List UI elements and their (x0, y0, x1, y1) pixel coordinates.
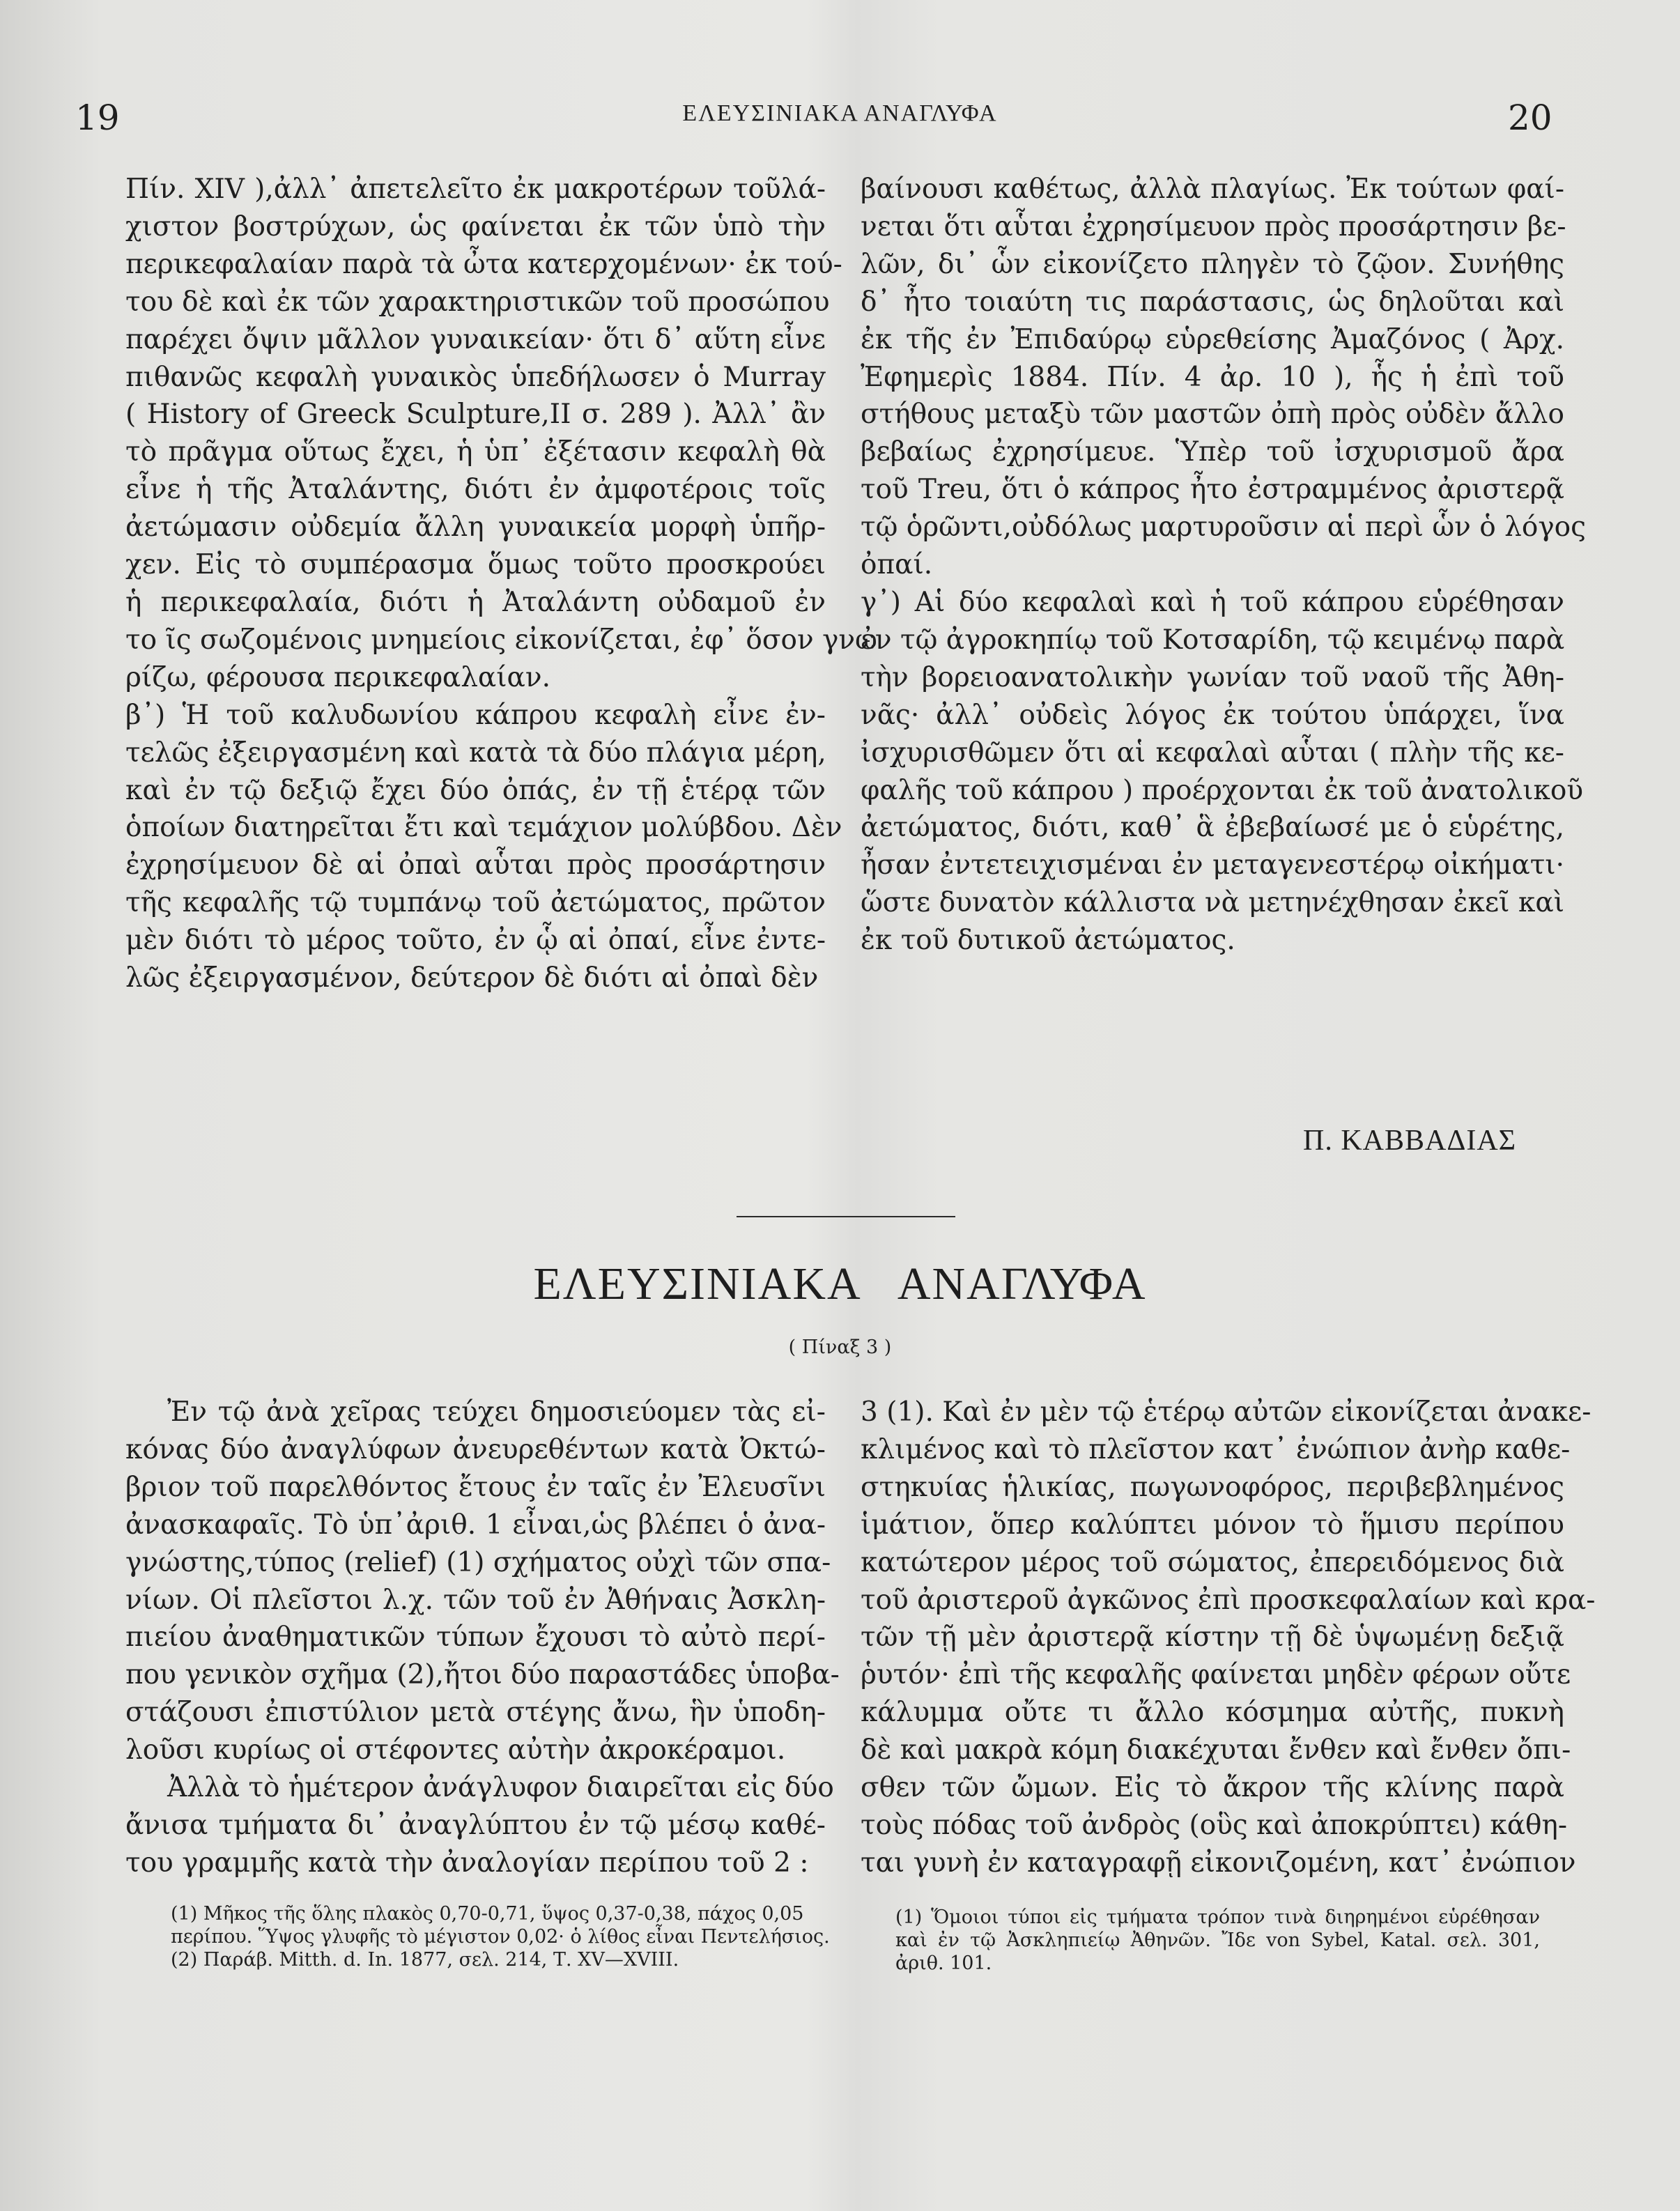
text-line: καὶ ἐν τῷ δεξιῷ ἔχει δύο ὀπάς, ἐν τῇ ἑτέρᾳ τῶν (125, 774, 826, 806)
section-divider (737, 1216, 955, 1217)
text-line: Ἐφημερὶς 1884. Πίν. 4 ἀρ. 10 ), ἧς ἡ ἐπὶ τοῦ (861, 361, 1564, 393)
text-line: τῆς κεφαλῆς τῷ τυμπάνῳ τοῦ ἀετώματος, πρῶτον (125, 887, 826, 919)
text-line: ἀνασκαφαῖς. Τὸ ὑπ᾿ἀριθ. 1 εἶναι,ὡς βλέπει ὁ ἀνα- (125, 1509, 826, 1541)
text-line: ἐκ τοῦ δυτικοῦ ἀετώματος. (861, 925, 1235, 957)
text-line: κόνας δύο ἀναγλύφων ἀνευρεθέντων κατὰ Ὀκτώ- (125, 1433, 826, 1465)
text-line: ἰσχυρισθῶμεν ὅτι αἱ κεφαλαὶ αὗται ( πλὴν τῆς κε- (861, 737, 1564, 769)
text-line: βριον τοῦ παρελθόντος ἔτους ἐν ταῖς ἐν Ἐλευσῖνι (125, 1471, 826, 1503)
text-line: νίων. Οἱ πλεῖστοι λ.χ. τῶν τοῦ ἐν Ἀθήναις Ἀσκλη- (125, 1584, 826, 1616)
article-title: ΕΛΕΥΣΙΝΙΑΚΑ ΑΝΑΓΛΥΦΑ (533, 1258, 1147, 1309)
text-line: λῶς ἐξειργασμένον, δεύτερον δὲ διότι αἱ ὀπαὶ δὲν (125, 962, 819, 994)
text-line: λοῦσι κυρίως οἱ στέφοντες αὐτὴν ἀκροκέραμοι. (125, 1734, 786, 1766)
text-line: ἀετώματος, διότι, καθ᾿ ἃ ἐβεβαίωσέ με ὁ εὑρέτης, (861, 812, 1564, 844)
right-column-top (861, 171, 1586, 960)
text-line: μὲν διότι τὸ μέρος τοῦτο, ἐν ᾧ αἱ ὀπαί, εἶνε ἐντε- (125, 925, 826, 957)
text-line: περίπου. Ὕψος γλυφῆς τὸ μέγιστον 0,02· ὁ λίθος εἶναι Πεντελήσιος. (171, 1926, 830, 1948)
text-line: τοῦ Treu, ὅτι ὁ κάπρος ἦτο ἐστραμμένος ἀριστερᾷ (861, 474, 1564, 506)
text-line: κατώτερον μέρος τοῦ σώματος, ἐπερειδόμενος διὰ (861, 1546, 1564, 1578)
text-line: δ᾿ ἦτο τοιαύτη τις παράστασις, ὡς δηλοῦται καὶ (861, 286, 1564, 318)
text-line: ἐν τῷ ἀγροκηπίῳ τοῦ Κοτσαρίδη, τῷ κειμένῳ παρὰ (861, 624, 1565, 656)
text-line: γ᾿) Αἱ δύο κεφαλαὶ καὶ ἡ τοῦ κάπρου εὑρέθησαν (861, 586, 1564, 618)
text-line: ἦσαν ἐντετειχισμέναι ἐν μεταγενεστέρῳ οἰκήματι· (861, 849, 1564, 881)
text-line: βεβαίως ἐχρησίμευε. Ὑπὲρ τοῦ ἰσχυρισμοῦ ἄρα (861, 436, 1564, 468)
text-line: εἶνε ἡ τῆς Ἀταλάντης, διότι ἐν ἀμφοτέροις τοῖς (125, 474, 826, 506)
text-line: ῥυτόν· ἐπὶ τῆς κεφαλῆς φαίνεται μηδὲν φέρων οὔτε (861, 1659, 1571, 1691)
text-line: πιείου ἀναθηματικῶν τύπων ἔχουσι τὸ αὐτὸ περί- (125, 1621, 826, 1654)
text-line: ἀριθ. 101. (895, 1952, 992, 1974)
text-line: περικεφαλαίαν παρὰ τὰ ὦτα κατερχομένων· ἐκ τού- (125, 248, 842, 280)
text-line: (1) Μῆκος τῆς ὅλης πλακὸς 0,70-0,71, ὕψος 0,37-0,38, πάχος 0,05 (171, 1903, 804, 1925)
text-line: ἱμάτιον, ὅπερ καλύπτει μόνον τὸ ἥμισυ περίπου (861, 1509, 1564, 1541)
text-line: ἡ περικεφαλαία, διότι ἡ Ἀταλάντη οὐδαμοῦ ἐν (125, 586, 826, 618)
text-line: ται γυνὴ ἐν καταγραφῇ εἰκονιζομένη, κατ᾿ ἐνώπιον (861, 1847, 1576, 1879)
text-line: λῶν, δι᾿ ὧν εἰκονίζετο πληγὲν τὸ ζῷον. Συνήθης (861, 248, 1564, 280)
text-line: ἄνισα τμήματα δι᾿ ἀναγλύπτου ἐν τῷ μέσῳ καθέ- (125, 1809, 826, 1841)
text-line: στήθους μεταξὺ τῶν μαστῶν ὀπὴ πρὸς οὐδὲν ἄλλο (861, 399, 1564, 431)
text-line: του δὲ καὶ ἐκ τῶν χαρακτηριστικῶν τοῦ προσώπου (125, 286, 830, 318)
page-number-left: 19 (75, 98, 120, 138)
left-column-bottom (125, 1394, 840, 1882)
text-line: στάζουσι ἐπιστύλιον μετὰ στέγης ἄνω, ἣν ὑποδη- (125, 1697, 826, 1729)
right-column-bottom (861, 1394, 1596, 1882)
text-line: κλιμένος καὶ τὸ πλεῖστον κατ᾿ ἐνώπιον ἀνὴρ καθε- (861, 1433, 1571, 1465)
text-line: ὁποίων διατηρεῖται ἔτι καὶ τεμάχιον μολύβδου. Δὲν (125, 812, 842, 844)
text-line: Πίν. XIV ),ἀλλ᾿ ἀπετελεῖτο ἐκ μακροτέρων τοῦλά- (125, 174, 826, 205)
plate-reference: ( Πίναξ 3 ) (788, 1336, 892, 1358)
text-line: νᾶς· ἀλλ᾿ οὐδεὶς λόγος ἐκ τούτου ὑπάρχει, ἵνα (861, 699, 1564, 731)
text-line: χεν. Εἰς τὸ συμπέρασμα ὅμως τοῦτο προσκρούει (125, 549, 826, 581)
text-line: καὶ ἐν τῷ Ἀσκληπιείῳ Ἀθηνῶν. Ἴδε von Sybel, Katal. σελ. 301, (895, 1929, 1540, 1951)
text-line: ἀετώμασιν οὐδεμία ἄλλη γυναικεία μορφὴ ὑπῆρ- (125, 511, 826, 544)
text-line: ὀπαί. (861, 549, 933, 581)
text-line: χιστον βοστρύχων, ὡς φαίνεται ἐκ τῶν ὑπὸ τὴν (125, 210, 826, 242)
text-line: πιθανῶς κεφαλὴ γυναικὸς ὑπεδήλωσεν ὁ Murray (125, 361, 826, 393)
author-signature: Π. ΚΑΒΒΑΔΙΑΣ (1303, 1125, 1517, 1157)
text-line: τοῦ ἀριστεροῦ ἀγκῶνος ἐπὶ προσκεφαλαίων καὶ κρα- (861, 1584, 1596, 1616)
footnotes-right (895, 1906, 1540, 1975)
text-line: σθεν τῶν ὤμων. Εἰς τὸ ἄκρον τῆς κλίνης παρὰ (861, 1772, 1564, 1804)
text-line: Ἀλλὰ τὸ ἡμέτερον ἀνάγλυφον διαιρεῖται εἰς δύο (167, 1772, 834, 1804)
text-line: στηκυίας ἡλικίας, πωγωνοφόρος, περιβεβλημένος (861, 1471, 1564, 1503)
text-line: γνώστης,τύπος (relief) (1) σχήματος οὐχὶ τῶν σπα- (125, 1546, 831, 1578)
text-line: ἐχρησίμευον δὲ αἱ ὀπαὶ αὗται πρὸς προσάρτησιν (125, 849, 826, 881)
text-line: 3 (1). Καὶ ἐν μὲν τῷ ἑτέρῳ αὐτῶν εἰκονίζεται ἀνακε- (861, 1396, 1592, 1428)
text-line: δὲ καὶ μακρὰ κόμη διακέχυται ἔνθεν καὶ ἔνθεν ὄπι- (861, 1734, 1571, 1766)
text-line: ὥστε δυνατὸν κάλλιστα νὰ μετηνέχθησαν ἐκεῖ καὶ (861, 887, 1564, 919)
text-line: κάλυμμα οὔτε τι ἄλλο κόσμημα αὐτῆς, πυκνὴ (861, 1697, 1564, 1729)
text-line: Ἐν τῷ ἀνὰ χεῖρας τεύχει δημοσιεύομεν τὰς εἰ- (167, 1396, 826, 1428)
text-line: του γραμμῆς κατὰ τὴν ἀναλογίαν περίπου τοῦ 2 : (125, 1847, 809, 1879)
running-title: ΕΛΕΥΣΙΝΙΑΚΑ ΑΝΑΓΛΥΦΑ (682, 100, 998, 126)
footnotes-left (171, 1902, 830, 1971)
text-line: (2) Παράβ. Mitth. d. In. 1877, σελ. 214, Τ. XV—XVIII. (171, 1949, 679, 1971)
text-line: (1) Ὅμοιοι τύποι εἰς τμήματα τρόπον τινὰ διηρημένοι εὑρέθησαν (895, 1906, 1540, 1928)
text-line: τῶν τῇ μὲν ἀριστερᾷ κίστην τῇ δὲ ὑψωμένῃ δεξιᾷ (861, 1621, 1564, 1654)
text-line: β᾿) Ἡ τοῦ καλυδωνίου κάπρου κεφαλὴ εἶνε ἐν- (125, 699, 826, 731)
text-line: ἐκ τῆς ἐν Ἐπιδαύρῳ εὑρεθείσης Ἀμαζόνος ( Ἀρχ. (861, 323, 1564, 355)
text-line: βαίνουσι καθέτως, ἀλλὰ πλαγίως. Ἐκ τούτων φαί- (861, 174, 1564, 205)
text-line: τοὺς πόδας τοῦ ἀνδρὸς (οὓς καὶ ἀποκρύπτει) κάθη- (861, 1809, 1568, 1841)
text-line: ρίζω, φέρουσα περικεφαλαίαν. (125, 661, 551, 693)
text-line: ( History of Greeck Sculpture,II σ. 289 ). Ἀλλ᾿ ἂν (125, 399, 826, 431)
left-column-top (125, 171, 877, 997)
text-line: τὸ πρᾶγμα οὕτως ἔχει, ἡ ὑπ᾿ ἐξέτασιν κεφαλὴ θὰ (125, 436, 826, 468)
text-line: φαλῆς τοῦ κάπρου ) προέρχονται ἐκ τοῦ ἀνατολικοῦ (861, 774, 1584, 806)
text-line: που γενικὸν σχῆμα (2),ἤτοι δύο παραστάδες ὑποβα- (125, 1659, 840, 1691)
page-number-right: 20 (1508, 98, 1552, 138)
text-line: τῷ ὁρῶντι,οὐδόλως μαρτυροῦσιν αἱ περὶ ὧν ὁ λόγος (861, 511, 1586, 544)
text-line: το ῖς σωζομένοις μνημείοις εἰκονίζεται, ἐφ᾿ ὅσον γνω (125, 624, 877, 656)
text-line: τελῶς ἐξειργασμένη καὶ κατὰ τὰ δύο πλάγια μέρη, (125, 737, 826, 769)
text-line: τὴν βορειοανατολικὴν γωνίαν τοῦ ναοῦ τῆς Ἀθη- (861, 661, 1564, 693)
text-line: νεται ὅτι αὗται ἐχρησίμευον πρὸς προσάρτησιν βε- (861, 210, 1566, 242)
text-line: παρέχει ὄψιν μᾶλλον γυναικείαν· ὅτι δ᾿ αὕτη εἶνε (125, 323, 826, 355)
